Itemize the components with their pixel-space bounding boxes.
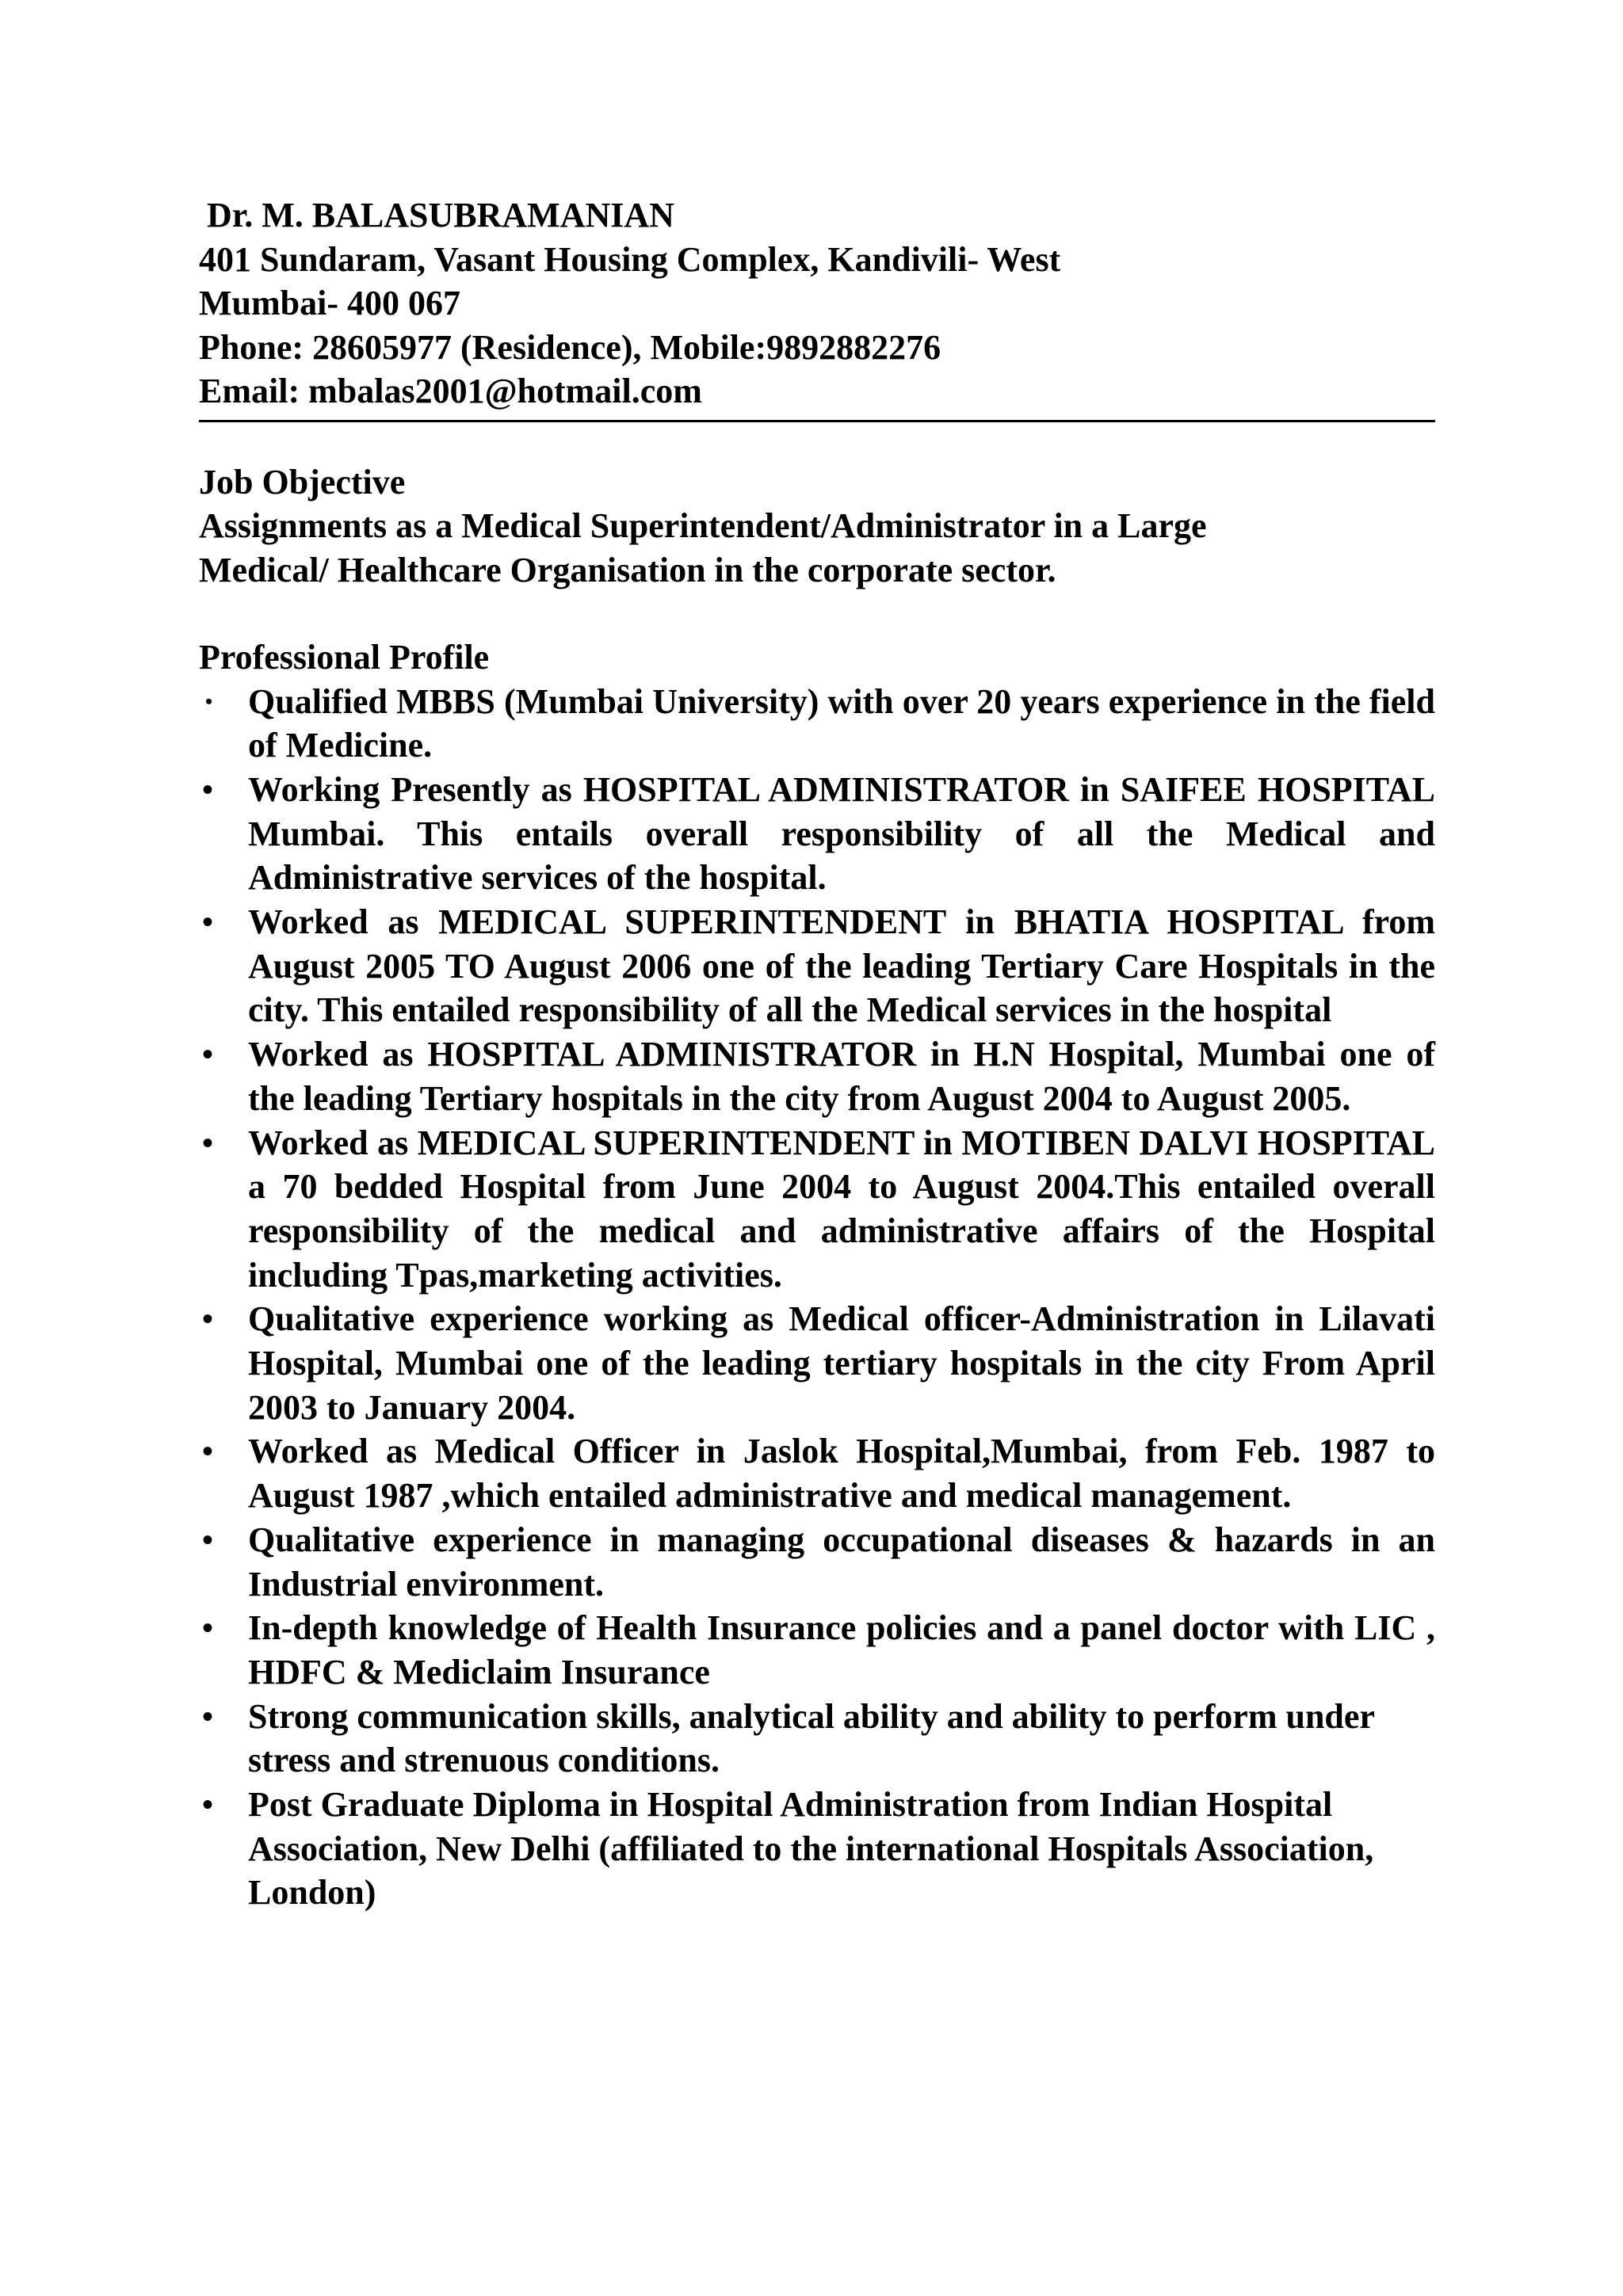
- phone-line: Phone: 28605977 (Residence), Mobile:9892882276: [199, 327, 941, 367]
- job-objective-heading: Job Objective: [199, 462, 406, 502]
- list-item-text: Strong communication skills, analytical ability and ability to perform under stress and strenuous conditions.: [248, 1696, 1375, 1780]
- bullet-icon: •: [205, 689, 213, 713]
- bullet-icon: •: [202, 1124, 214, 1161]
- list-item-text: Qualified MBBS (Mumbai University) with over 20 years experience in the field of Medicine.: [248, 681, 1435, 765]
- bullet-icon: •: [202, 904, 214, 940]
- list-item: [199, 1121, 1435, 1298]
- list-item-text: Worked as MEDICAL SUPERINTENDENT in BHATIA HOSPITAL from August 2005 TO August 2006 one of the leading Tertiary Care Hospitals in the city. This entailed responsibility of all the Medical services in the hospital: [248, 902, 1435, 1030]
- email-line: Email: mbalas2001@hotmail.com: [199, 372, 702, 410]
- list-item: [199, 1606, 1435, 1694]
- address-line-2: Mumbai- 400 067: [199, 284, 460, 322]
- bullet-icon: •: [202, 1698, 214, 1734]
- list-item: [199, 1297, 1435, 1429]
- list-item-text: Post Graduate Diploma in Hospital Administration from Indian Hospital Association, New Delhi (affiliated to the international Hospitals Association, London): [248, 1785, 1374, 1913]
- list-item: [199, 1695, 1435, 1783]
- bullet-icon: •: [202, 1521, 214, 1558]
- profile-list: [199, 680, 1435, 1916]
- list-item-text: Qualitative experience working as Medical officer-Administration in Lilavati Hospital, Mumbai one of the leading tertiary hospitals in the city From April 2003 to January 2004.: [248, 1299, 1435, 1427]
- list-item-text: Qualitative experience in managing occupational diseases & hazards in an Industrial environment.: [248, 1520, 1435, 1604]
- bullet-icon: •: [202, 1787, 214, 1823]
- bullet-icon: •: [202, 1433, 214, 1470]
- list-item-text: In-depth knowledge of Health Insurance policies and a panel doctor with LIC , HDFC & Mediclaim Insurance: [248, 1608, 1435, 1691]
- list-item: [199, 1032, 1435, 1120]
- bullet-icon: •: [202, 1036, 214, 1073]
- bullet-icon: •: [202, 1610, 214, 1646]
- job-objective-line-2: Medical/ Healthcare Organisation in the corporate sector.: [199, 550, 1056, 589]
- professional-profile-heading: Professional Profile: [199, 638, 490, 677]
- bullet-icon: •: [202, 771, 214, 807]
- list-item: [199, 900, 1435, 1032]
- list-item: [199, 1783, 1435, 1915]
- bullet-icon: •: [202, 1301, 214, 1337]
- list-item: [199, 768, 1435, 900]
- list-item-text: Worked as Medical Officer in Jaslok Hospital,Mumbai, from Feb. 1987 to August 1987 ,which entailed administrative and medical management.: [248, 1432, 1435, 1516]
- candidate-name: Dr. M. BALASUBRAMANIAN: [207, 196, 674, 235]
- job-objective-line-1: Assignments as a Medical Superintendent/Administrator in a Large: [199, 506, 1207, 545]
- resume-page: [199, 193, 1435, 1915]
- list-item-text: Worked as MEDICAL SUPERINTENDENT in MOTIBEN DALVI HOSPITAL a 70 bedded Hospital from June 2004 to August 2004.This entailed overall responsibility of the medical and administrative affairs of the Hospital including Tpas,marketing activities.: [248, 1123, 1435, 1295]
- spacer: [199, 592, 1435, 635]
- list-item: [199, 1429, 1435, 1517]
- spacer: [199, 422, 1435, 460]
- list-item-text: Working Presently as HOSPITAL ADMINISTRATOR in SAIFEE HOSPITAL Mumbai. This entails overall responsibility of all the Medical and Administrative services of the hospital.: [248, 769, 1435, 898]
- address-line-1: 401 Sundaram, Vasant Housing Complex, Kandivili- West: [199, 239, 1061, 279]
- list-item: [199, 1518, 1435, 1606]
- list-item: [199, 680, 1435, 768]
- list-item-text: Worked as HOSPITAL ADMINISTRATOR in H.N Hospital, Mumbai one of the leading Tertiary hospitals in the city from August 2004 to August 2005.: [248, 1035, 1435, 1118]
